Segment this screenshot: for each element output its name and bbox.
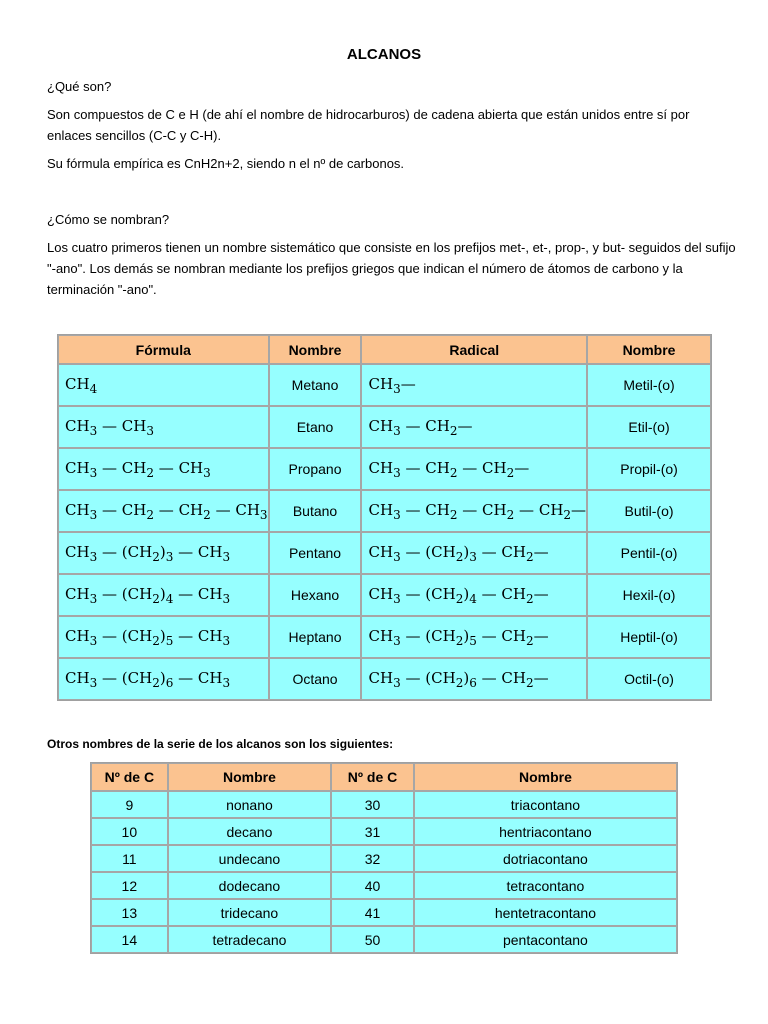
alkane-name-cell: [269, 616, 362, 658]
alkane-name-cell: [269, 406, 362, 448]
formula-cell: [58, 532, 269, 574]
table-row: [58, 574, 711, 616]
radical-name-cell-text: Etil-(o): [628, 419, 670, 435]
radical-cell: [361, 364, 587, 406]
radical-name-cell: [587, 448, 711, 490]
radical-cell-text: $CH_3$ — $CH_2—$: [368, 416, 473, 438]
extra-series-title: Otros nombres de la serie de los alcanos son los siguientes:: [47, 737, 394, 751]
table-row: [58, 532, 711, 574]
table-row: [58, 364, 711, 406]
header-radical-name: Nombre: [587, 335, 711, 364]
alkane-name-cell: hentriacontano: [414, 818, 677, 845]
carbon-count-cell: 14: [91, 926, 168, 953]
formula-cell: [58, 448, 269, 490]
formula-cell-text: $CH_3$ — $(CH_2)_3$ — $CH_3$: [65, 542, 231, 564]
alkanes-table: [57, 334, 712, 701]
radical-cell: [361, 448, 587, 490]
formula-cell-text: $CH_3$ — $CH_2$ — $CH_3$: [65, 458, 211, 480]
header-name-1: Nombre: [168, 763, 332, 791]
alkane-name-cell: undecano: [168, 845, 332, 872]
carbon-count-cell: 13: [91, 899, 168, 926]
question-naming: ¿Cómo se nombran?: [47, 212, 170, 227]
radical-name-cell-text: Pentil-(o): [620, 545, 678, 561]
radical-name-cell: [587, 532, 711, 574]
header-carbon-count-2: Nº de C: [331, 763, 414, 791]
radical-cell: [361, 490, 587, 532]
radical-name-cell-text: Heptil-(o): [620, 629, 678, 645]
table-row: [58, 658, 711, 700]
formula-cell-text: $CH_3$ — $(CH_2)_4$ — $CH_3$: [65, 584, 231, 606]
definition-paragraph: Son compuestos de C e H (de ahí el nombre de hidrocarburos) de cadena abierta que están unidos entre sí por enlaces sencillos (C-C y C-H).: [47, 107, 690, 143]
radical-cell-text: $CH_3—$: [368, 374, 416, 396]
carbon-count-cell: 9: [91, 791, 168, 818]
alkane-name-cell-text: Metano: [291, 377, 339, 393]
formula-cell-text: $CH_4$: [65, 374, 98, 396]
alkane-name-cell: decano: [168, 818, 332, 845]
radical-name-cell-text: Hexil-(o): [622, 587, 676, 603]
formula-cell: [58, 406, 269, 448]
carbon-count-cell: 50: [331, 926, 414, 953]
alkane-name-cell-text: Butano: [292, 503, 338, 519]
carbon-count-cell: 12: [91, 872, 168, 899]
alkane-name-cell: tetradecano: [168, 926, 332, 953]
radical-name-cell-text: Metil-(o): [623, 377, 675, 393]
radical-cell-text: $CH_3$ — $(CH_2)_6$ — $CH_2—$: [368, 668, 549, 690]
radical-cell: [361, 658, 587, 700]
table-row: [91, 845, 677, 872]
formula-cell-text: $CH_3$ — $(CH_2)_6$ — $CH_3$: [65, 668, 231, 690]
formula-paragraph: Su fórmula empírica es CnH2n+2, siendo n el nº de carbonos.: [47, 156, 405, 171]
radical-cell: [361, 574, 587, 616]
table-header-row: [58, 335, 711, 364]
radical-name-cell: [587, 406, 711, 448]
radical-cell-text: $CH_3$ — $(CH_2)_4$ — $CH_2—$: [368, 584, 549, 606]
table-row: [58, 616, 711, 658]
carbon-count-cell: 30: [331, 791, 414, 818]
naming-paragraph: Los cuatro primeros tienen un nombre sistemático que consiste en los prefijos met-, et-, prop-, y but- seguidos del sufijo "-ano". Los demás se nombran mediante los prefijos griegos que indican el número de átomos de carbono y la terminación "-ano".: [47, 240, 736, 297]
header-radical: Radical: [361, 335, 587, 364]
header-carbon-count-1: Nº de C: [91, 763, 168, 791]
radical-name-cell: [587, 658, 711, 700]
header-name-2: Nombre: [414, 763, 677, 791]
alkane-name-cell: pentacontano: [414, 926, 677, 953]
radical-name-cell: [587, 616, 711, 658]
table-row: [58, 448, 711, 490]
alkane-name-cell: [269, 574, 362, 616]
table-row: [58, 406, 711, 448]
radical-cell-text: $CH_3$ — $CH_2$ — $CH_2$ — $CH_2—$: [368, 500, 587, 522]
alkane-name-cell-text: Octano: [292, 671, 338, 687]
alkane-name-cell: [269, 364, 362, 406]
alkane-name-cell: dotriacontano: [414, 845, 677, 872]
header-formula: Fórmula: [58, 335, 269, 364]
alkane-series-table: [90, 762, 678, 954]
carbon-count-cell: 32: [331, 845, 414, 872]
alkane-name-cell-text: Propano: [288, 461, 342, 477]
table-header-row: [91, 763, 677, 791]
header-name: Nombre: [269, 335, 362, 364]
table-row: [91, 926, 677, 953]
table-row: [58, 490, 711, 532]
question-what: ¿Qué son?: [47, 79, 112, 94]
page-title: ALCANOS: [346, 46, 422, 63]
alkane-name-cell: [269, 448, 362, 490]
formula-cell: [58, 364, 269, 406]
radical-cell: [361, 406, 587, 448]
alkane-name-cell-text: Heptano: [288, 629, 342, 645]
radical-name-cell: [587, 490, 711, 532]
carbon-count-cell: 40: [331, 872, 414, 899]
radical-name-cell-text: Propil-(o): [620, 461, 678, 477]
formula-cell-text: $CH_3$ — $CH_3$: [65, 416, 154, 438]
table-row: [91, 818, 677, 845]
alkane-name-cell: nonano: [168, 791, 332, 818]
alkane-name-cell: tetracontano: [414, 872, 677, 899]
alkane-name-cell-text: Etano: [296, 419, 334, 435]
alkane-name-cell: triacontano: [414, 791, 677, 818]
alkane-name-cell-text: Hexano: [290, 587, 340, 603]
alkane-name-cell: dodecano: [168, 872, 332, 899]
radical-cell-text: $CH_3$ — $(CH_2)_5$ — $CH_2—$: [368, 626, 549, 648]
formula-cell: [58, 574, 269, 616]
alkane-name-cell: [269, 658, 362, 700]
radical-cell-text: $CH_3$ — $CH_2$ — $CH_2—$: [368, 458, 530, 480]
alkane-name-cell: hentetracontano: [414, 899, 677, 926]
carbon-count-cell: 10: [91, 818, 168, 845]
radical-cell-text: $CH_3$ — $(CH_2)_3$ — $CH_2—$: [368, 542, 549, 564]
formula-cell-text: $CH_3$ — $CH_2$ — $CH_2$ — $CH_3$: [65, 500, 268, 522]
alkane-name-cell: [269, 532, 362, 574]
radical-name-cell-text: Butil-(o): [624, 503, 674, 519]
radical-name-cell-text: Octil-(o): [624, 671, 674, 687]
radical-name-cell: [587, 574, 711, 616]
formula-cell: [58, 616, 269, 658]
formula-cell: [58, 658, 269, 700]
alkane-name-cell: tridecano: [168, 899, 332, 926]
formula-cell-text: $CH_3$ — $(CH_2)_5$ — $CH_3$: [65, 626, 231, 648]
alkane-name-cell-text: Pentano: [288, 545, 342, 561]
radical-cell: [361, 532, 587, 574]
alkane-name-cell: [269, 490, 362, 532]
carbon-count-cell: 31: [331, 818, 414, 845]
radical-cell: [361, 616, 587, 658]
table-row: [91, 791, 677, 818]
formula-cell: [58, 490, 269, 532]
table-row: [91, 899, 677, 926]
carbon-count-cell: 11: [91, 845, 168, 872]
radical-name-cell: [587, 364, 711, 406]
carbon-count-cell: 41: [331, 899, 414, 926]
table-row: [91, 872, 677, 899]
